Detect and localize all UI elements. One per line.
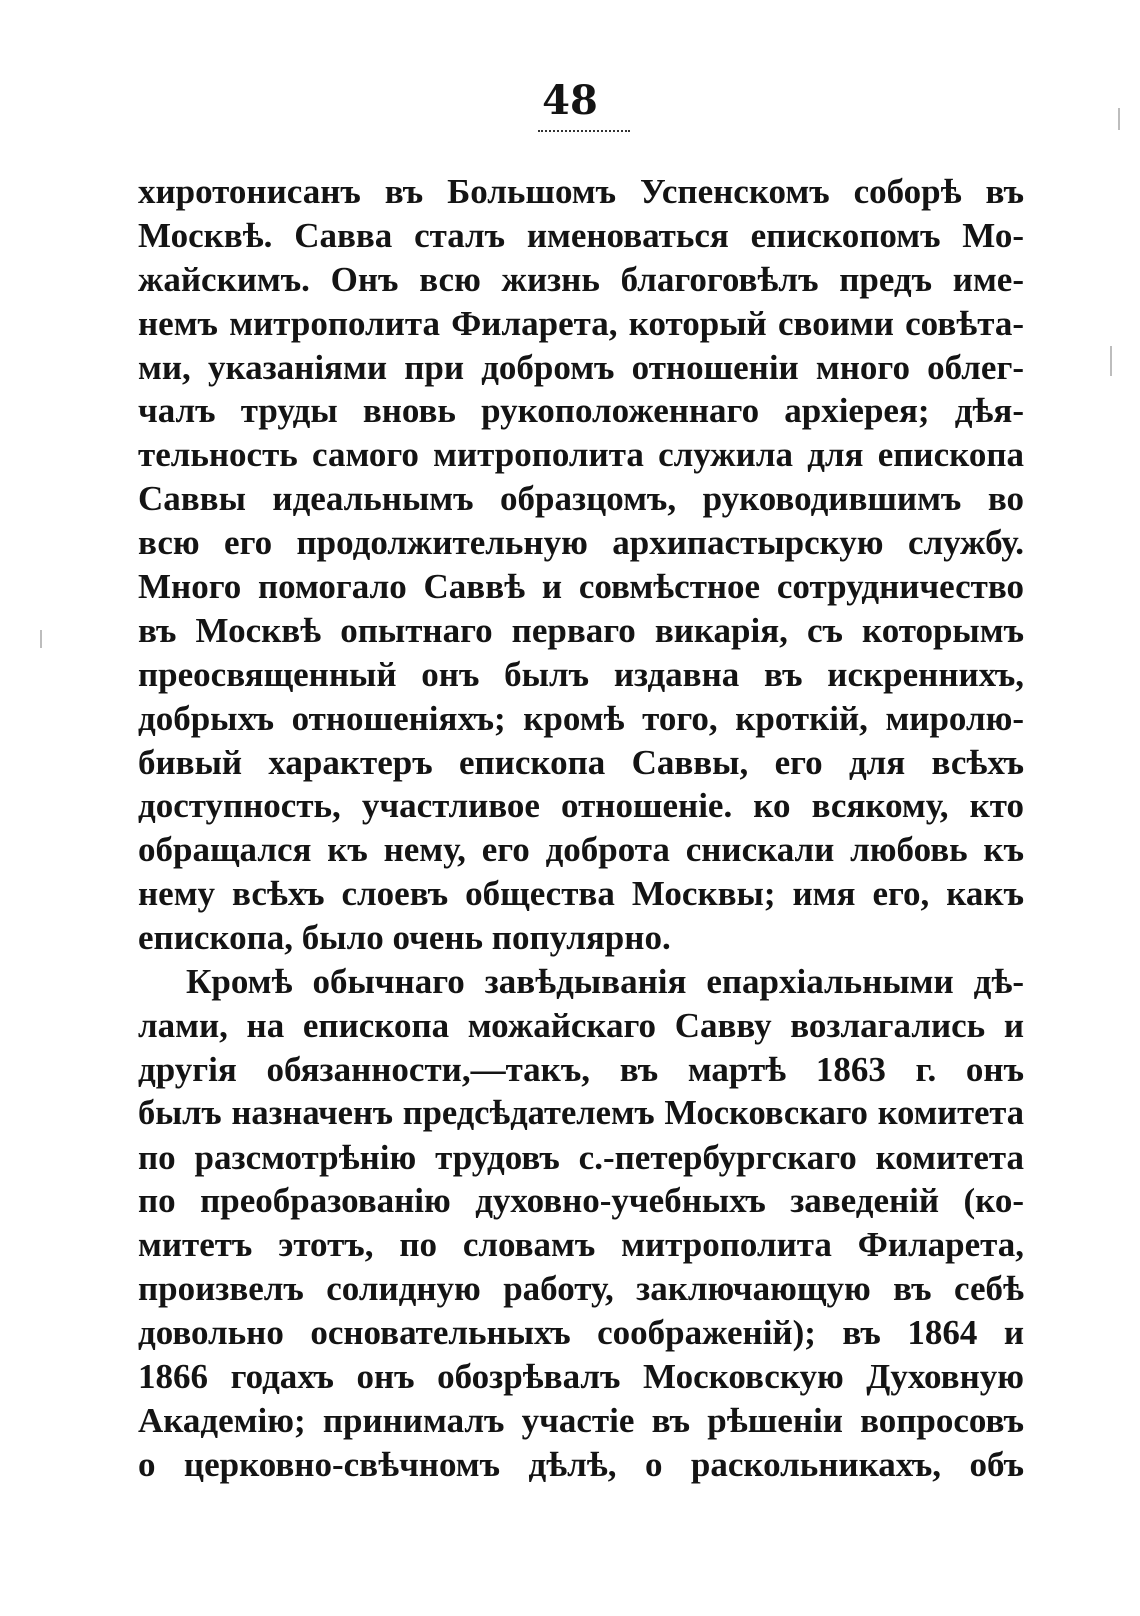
text-line: въ Москвѣ опытнаго перваго викарія, съ которымъ (138, 610, 1024, 650)
text-line: 1866 годахъ онъ обозрѣвалъ Московскую Духовную (138, 1357, 1024, 1397)
text-line: преосвященный онъ былъ издавна въ искреннихъ, (138, 654, 1024, 694)
text-line: всю его продолжительную архипастырскую службу. (138, 523, 1024, 563)
text-line: по преобразованію духовно-учебныхъ заведеній (ко- (138, 1181, 1024, 1221)
text-line: чалъ труды вновь рукоположеннаго архіерея; дѣя- (138, 391, 1024, 431)
text-line: доступность, участливое отношеніе. ко всякому, кто (138, 786, 1024, 826)
page-number-rule (538, 130, 630, 132)
text-line: произвелъ солидную работу, заключающую въ себѣ (138, 1269, 1024, 1309)
text-line: добрыхъ отношеніяхъ; кромѣ того, кроткій, миролю- (138, 698, 1024, 738)
text-line: обращался къ нему, его доброта снискали любовь къ (138, 830, 1024, 870)
text-line: нему всѣхъ слоевъ общества Москвы; имя его, какъ (138, 874, 1024, 914)
scan-mark (1110, 346, 1112, 376)
text-line: немъ митрополита Филарета, который своими совѣта- (138, 303, 1024, 343)
text-line: былъ назначенъ предсѣдателемъ Московскаго комитета (138, 1093, 1024, 1132)
text-line: епископа, было очень популярно. (138, 918, 671, 958)
text-line: тельность самого митрополита служила для епископа (138, 435, 1024, 475)
text-line: довольно основательныхъ соображеній); въ 1864 и (138, 1313, 1024, 1353)
text-line: Саввы идеальнымъ образцомъ, руководившимъ во (138, 479, 1024, 519)
text-line: хиротонисанъ въ Большомъ Успенскомъ соборѣ въ (138, 172, 1024, 211)
page-number: 48 (542, 77, 598, 124)
text-line: Москвѣ. Савва сталъ именоваться епископомъ Мо- (138, 215, 1024, 255)
scan-mark (40, 630, 42, 648)
text-line: ми, указаніями при добромъ отношеніи много облег- (138, 347, 1024, 387)
text-line: Кромѣ обычнаго завѣдыванія епархіальными дѣ- (186, 962, 1024, 1002)
text-line: лами, на епископа можайскаго Савву возлагались и (138, 1005, 1024, 1045)
text-line: другія обязанности,—такъ, въ мартѣ 1863 г. онъ (138, 1049, 1024, 1089)
text-line: митетъ этотъ, по словамъ митрополита Филарета, (138, 1225, 1024, 1265)
text-line: Много помогало Саввѣ и совмѣстное сотрудничество (138, 567, 1024, 607)
text-line: Академію; принималъ участіе въ рѣшеніи вопросовъ (138, 1400, 1024, 1440)
text-line: о церковно-свѣчномъ дѣлѣ, о раскольникахъ, объ (138, 1444, 1024, 1484)
text-line: жайскимъ. Онъ всю жизнь благоговѣлъ предъ име- (138, 259, 1024, 299)
body-text (138, 170, 1024, 1487)
text-line: по разсмотрѣнію трудовъ с.-петербургскаго комитета (138, 1137, 1024, 1177)
scan-mark (1118, 108, 1120, 130)
text-line: бивый характеръ епископа Саввы, его для всѣхъ (138, 742, 1024, 782)
